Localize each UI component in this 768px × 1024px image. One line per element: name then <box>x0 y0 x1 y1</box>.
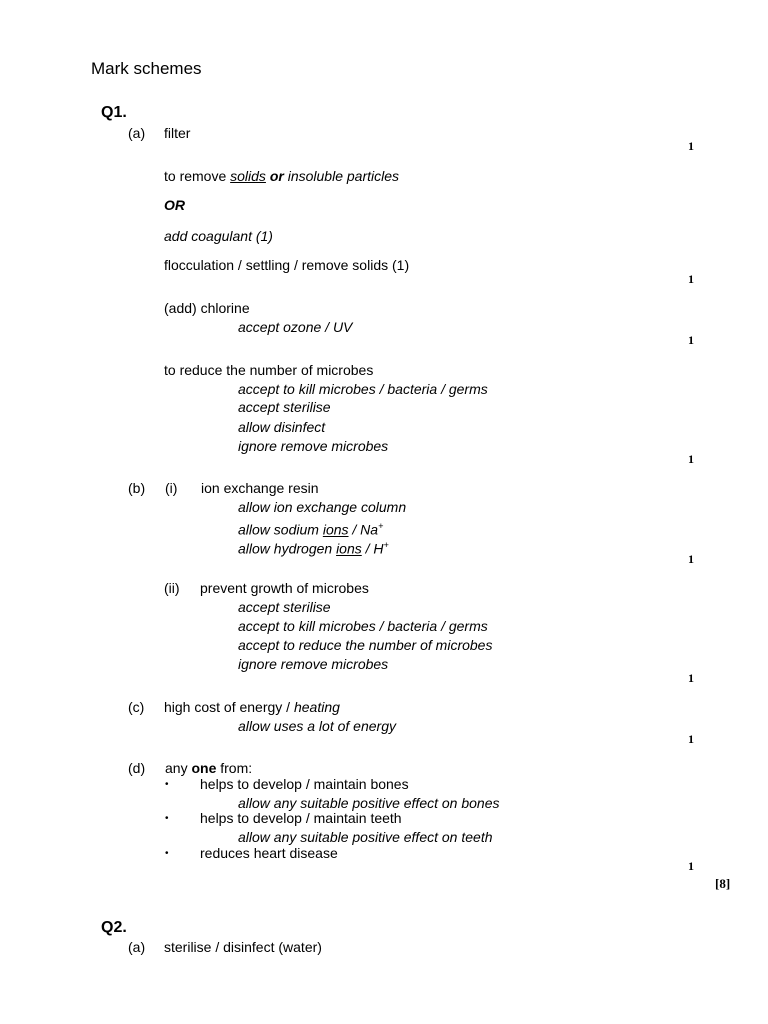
mark: 1 <box>688 139 694 153</box>
bullet-icon: • <box>165 813 169 824</box>
marking-note: accept sterilise <box>238 599 331 615</box>
answer-sterilise: sterilise / disinfect (water) <box>164 939 322 955</box>
mark: 1 <box>688 272 694 286</box>
page-title: Mark schemes <box>91 59 202 78</box>
marking-note: allow uses a lot of energy <box>238 718 396 734</box>
answer-text: to remove <box>164 168 231 184</box>
part-d-label: (d) <box>128 760 146 776</box>
answer-coagulant: add coagulant (1) <box>164 228 273 244</box>
superscript-plus: + <box>378 521 384 531</box>
answer-text: insoluble particles <box>287 168 400 184</box>
marking-note: allow ion exchange column <box>238 499 407 515</box>
superscript-plus: + <box>383 540 389 550</box>
answer-text: any <box>165 760 192 776</box>
note-text: / H <box>361 540 384 557</box>
marking-note: ignore remove microbes <box>238 656 389 672</box>
answer-heating: heating <box>293 699 340 715</box>
marking-note-hydrogen <box>238 537 389 558</box>
marking-note: accept to kill microbes / bacteria / germs <box>238 618 488 634</box>
note-text: / Na <box>348 521 379 538</box>
part-a-label: (a) <box>128 125 146 141</box>
keyword-one: one <box>191 760 217 776</box>
answer-remove-solids <box>164 168 399 185</box>
keyword-or: or <box>265 168 288 184</box>
marking-note: allow any suitable positive effect on bones <box>238 795 500 811</box>
answer-chlorine: (add) chlorine <box>164 300 250 316</box>
list-item: helps to develop / maintain teeth <box>200 810 402 826</box>
answer-reduce-microbes: to reduce the number of microbes <box>164 362 374 378</box>
marking-note: ignore remove microbes <box>238 438 389 454</box>
total-marks: [8] <box>715 876 731 891</box>
q2-part-a-label: (a) <box>128 939 146 955</box>
mark: 1 <box>688 859 694 873</box>
keyword-solids: solids <box>230 168 266 184</box>
note-text: allow hydrogen <box>238 540 337 557</box>
mark: 1 <box>688 452 694 466</box>
mark: 1 <box>688 732 694 746</box>
question-1-heading: Q1. <box>101 104 127 121</box>
subpart-i-label: (i) <box>165 480 178 496</box>
answer-text: from: <box>216 760 253 776</box>
note-accept-ozone: accept ozone / UV <box>238 319 353 335</box>
answer-energy-cost <box>164 699 340 716</box>
part-c-label: (c) <box>128 699 145 715</box>
mark: 1 <box>688 552 694 566</box>
marking-note: accept to reduce the number of microbes <box>238 637 493 653</box>
keyword-ions: ions <box>336 540 362 557</box>
marking-note-sodium <box>238 518 383 539</box>
list-item: helps to develop / maintain bones <box>200 776 409 792</box>
mark: 1 <box>688 671 694 685</box>
answer-text: high cost of energy / <box>164 699 294 715</box>
mark: 1 <box>688 333 694 347</box>
list-item: reduces heart disease <box>200 845 338 861</box>
marking-note: accept sterilise <box>238 399 331 415</box>
answer-any-one <box>165 760 252 777</box>
question-2-heading: Q2. <box>101 919 127 936</box>
part-b-label: (b) <box>128 480 146 496</box>
bullet-icon: • <box>165 779 169 790</box>
answer-filter: filter <box>164 125 191 141</box>
note-text: allow sodium <box>238 521 323 538</box>
answer-ion-exchange: ion exchange resin <box>201 480 319 496</box>
marking-note: accept to kill microbes / bacteria / germs <box>238 381 488 397</box>
subpart-ii-label: (ii) <box>164 580 180 596</box>
marking-note: allow disinfect <box>238 419 326 435</box>
bullet-icon: • <box>165 848 169 859</box>
or-separator: OR <box>164 197 185 213</box>
keyword-ions: ions <box>322 521 349 538</box>
marking-note: allow any suitable positive effect on teeth <box>238 829 493 845</box>
answer-flocculation: flocculation / settling / remove solids (1) <box>164 257 410 273</box>
answer-prevent-growth: prevent growth of microbes <box>200 580 369 596</box>
